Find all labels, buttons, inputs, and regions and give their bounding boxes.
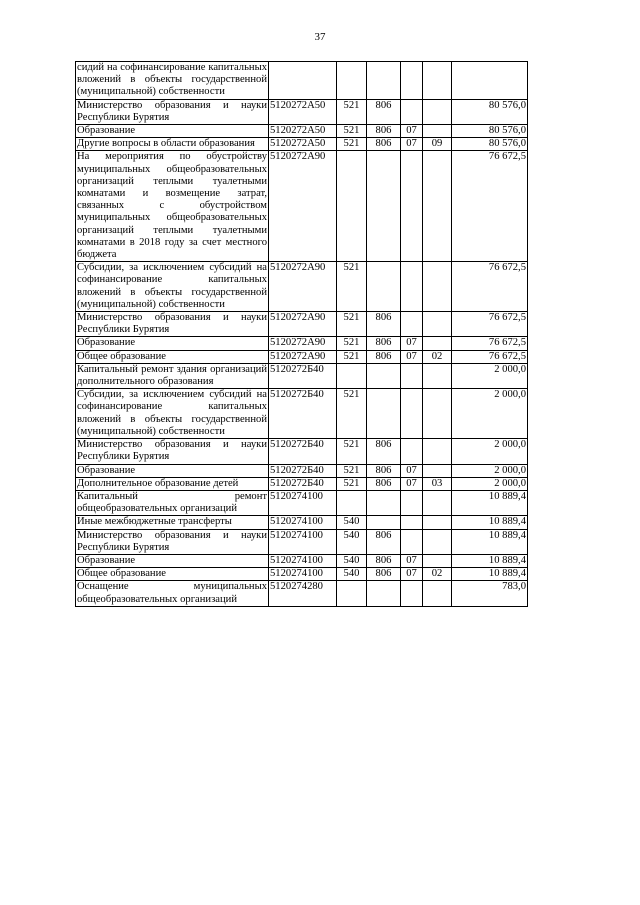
cell-subsection: [423, 439, 452, 464]
cell-target-code: 5120274100: [269, 529, 337, 554]
cell-expense-type: 540: [337, 516, 367, 529]
cell-subsection: [423, 125, 452, 138]
cell-amount: 80 576,0: [452, 99, 528, 124]
cell-ministry-code: 806: [367, 125, 401, 138]
cell-target-code: 5120272А90: [269, 312, 337, 337]
cell-expense-type: 521: [337, 464, 367, 477]
cell-expense-type: 521: [337, 337, 367, 350]
cell-expense-type: [337, 62, 367, 100]
cell-section: [401, 99, 423, 124]
cell-target-code: 5120272Б40: [269, 363, 337, 388]
table-row: [76, 337, 528, 350]
cell-subsection: [423, 389, 452, 439]
cell-ministry-code: 806: [367, 568, 401, 581]
cell-subsection: [423, 529, 452, 554]
cell-name: Общее образование: [76, 350, 269, 363]
cell-section: [401, 62, 423, 100]
table-row: [76, 568, 528, 581]
cell-name: сидий на софинансирование капитальных вложений в объекты государственной (муниципальной) собственности: [77, 62, 267, 98]
cell-amount: 10 889,4: [452, 529, 528, 554]
table-row: [76, 477, 528, 490]
cell-target-code: 5120272Б40: [269, 439, 337, 464]
cell-subsection: [423, 554, 452, 567]
cell-section: [401, 490, 423, 515]
table-row: [76, 363, 528, 388]
cell-ministry-code: [367, 62, 401, 100]
cell-section: [401, 529, 423, 554]
cell-name: Образование: [76, 337, 269, 350]
cell-amount: 2 000,0: [452, 363, 528, 388]
cell-ministry-code: [367, 581, 401, 606]
cell-ministry-code: [367, 151, 401, 262]
table-row: [76, 581, 528, 606]
cell-expense-type: [337, 151, 367, 262]
cell-name: Общее образование: [76, 568, 269, 581]
cell-expense-type: [337, 581, 367, 606]
table-row: [76, 262, 528, 312]
cell-amount: 10 889,4: [452, 516, 528, 529]
cell-subsection: [423, 363, 452, 388]
cell-name: Капитальный ремонт здания организаций дополнительного образования: [77, 363, 267, 388]
cell-ministry-code: 806: [367, 312, 401, 337]
cell-name: На мероприятия по обустройству муниципальных общеобразовательных организаций теплыми туалетными комнатами и возмещение затрат, связанных с обустройством муниципальных общеобразовательных организаций теплыми туалетными комнатами в 2018 году за счет местного бюджета: [77, 151, 267, 261]
cell-target-code: 5120274100: [269, 568, 337, 581]
cell-subsection: [423, 464, 452, 477]
cell-subsection: 03: [423, 477, 452, 490]
cell-expense-type: 521: [337, 312, 367, 337]
cell-expense-type: 521: [337, 350, 367, 363]
cell-section: 07: [401, 337, 423, 350]
cell-expense-type: 540: [337, 529, 367, 554]
cell-amount: 76 672,5: [452, 350, 528, 363]
budget-table: [75, 61, 528, 607]
cell-ministry-code: 806: [367, 337, 401, 350]
table-row: [76, 439, 528, 464]
cell-subsection: [423, 516, 452, 529]
table-row: [76, 138, 528, 151]
table-row: [76, 529, 528, 554]
cell-name: Субсидии, за исключением субсидий на софинансирование капитальных вложений в объекты государственной (муниципальной) собственности: [77, 389, 267, 437]
cell-amount: 10 889,4: [452, 568, 528, 581]
cell-subsection: [423, 581, 452, 606]
cell-ministry-code: 806: [367, 554, 401, 567]
cell-ministry-code: 806: [367, 477, 401, 490]
cell-target-code: 5120272А50: [269, 138, 337, 151]
cell-expense-type: 521: [337, 477, 367, 490]
cell-target-code: 5120272Б40: [269, 477, 337, 490]
cell-name: Министерство образования и науки Республики Бурятия: [77, 529, 267, 553]
cell-section: 07: [401, 350, 423, 363]
cell-subsection: [423, 62, 452, 100]
cell-target-code: 5120274100: [269, 554, 337, 567]
cell-expense-type: [337, 363, 367, 388]
table-row: [76, 389, 528, 439]
table-row: [76, 350, 528, 363]
cell-name: Образование: [76, 464, 269, 477]
cell-name: Министерство образования и науки Республики Бурятия: [77, 99, 267, 123]
cell-target-code: [269, 62, 337, 100]
cell-ministry-code: [367, 363, 401, 388]
cell-amount: 76 672,5: [452, 337, 528, 350]
cell-target-code: 5120272А90: [269, 350, 337, 363]
cell-expense-type: 540: [337, 554, 367, 567]
table-row: [76, 62, 528, 100]
cell-name: Министерство образования и науки Республики Бурятия: [77, 439, 267, 463]
cell-expense-type: 521: [337, 138, 367, 151]
page-number: 37: [314, 31, 326, 43]
cell-section: [401, 312, 423, 337]
cell-section: [401, 516, 423, 529]
cell-subsection: [423, 262, 452, 312]
cell-amount: 80 576,0: [452, 138, 528, 151]
cell-target-code: 5120272Б40: [269, 464, 337, 477]
cell-expense-type: 521: [337, 439, 367, 464]
cell-amount: 76 672,5: [452, 151, 528, 262]
cell-ministry-code: 806: [367, 464, 401, 477]
cell-amount: 2 000,0: [452, 439, 528, 464]
cell-ministry-code: 806: [367, 529, 401, 554]
cell-section: 07: [401, 125, 423, 138]
cell-name: Другие вопросы в области образования: [76, 138, 269, 151]
cell-ministry-code: [367, 389, 401, 439]
cell-ministry-code: 806: [367, 99, 401, 124]
cell-name: Образование: [76, 125, 269, 138]
cell-name: Иные межбюджетные трансферты: [76, 516, 269, 529]
cell-ministry-code: [367, 516, 401, 529]
cell-section: 07: [401, 138, 423, 151]
table-row: [76, 516, 528, 529]
cell-expense-type: 521: [337, 125, 367, 138]
cell-ministry-code: 806: [367, 138, 401, 151]
cell-section: [401, 262, 423, 312]
cell-subsection: [423, 337, 452, 350]
cell-expense-type: 521: [337, 99, 367, 124]
cell-target-code: 5120272А50: [269, 99, 337, 124]
cell-name: Субсидии, за исключением субсидий на софинансирование капитальных вложений в объекты государственной (муниципальной) собственности: [77, 262, 267, 310]
table-row: [76, 312, 528, 337]
cell-section: [401, 151, 423, 262]
cell-target-code: 5120272А50: [269, 125, 337, 138]
cell-expense-type: 540: [337, 568, 367, 581]
cell-name: Капитальный ремонт общеобразовательных организаций: [77, 490, 267, 515]
cell-subsection: [423, 312, 452, 337]
cell-amount: [452, 62, 528, 100]
cell-name: Министерство образования и науки Республики Бурятия: [77, 312, 267, 336]
table-row: [76, 125, 528, 138]
cell-section: 07: [401, 554, 423, 567]
cell-target-code: 5120272Б40: [269, 389, 337, 439]
cell-ministry-code: [367, 262, 401, 312]
cell-expense-type: 521: [337, 389, 367, 439]
cell-section: [401, 439, 423, 464]
table-row: [76, 490, 528, 515]
cell-section: [401, 581, 423, 606]
cell-ministry-code: 806: [367, 350, 401, 363]
table-row: [76, 554, 528, 567]
cell-subsection: 09: [423, 138, 452, 151]
table-row: [76, 99, 528, 124]
cell-section: 07: [401, 464, 423, 477]
cell-target-code: 5120272А90: [269, 337, 337, 350]
cell-subsection: 02: [423, 350, 452, 363]
cell-subsection: 02: [423, 568, 452, 581]
cell-amount: 76 672,5: [452, 262, 528, 312]
cell-expense-type: [337, 490, 367, 515]
cell-name: Оснащение муниципальных общеобразовательных организаций: [77, 581, 267, 605]
cell-target-code: 5120274280: [269, 581, 337, 606]
cell-target-code: 5120274100: [269, 516, 337, 529]
table-row: [76, 464, 528, 477]
cell-section: 07: [401, 477, 423, 490]
cell-amount: 2 000,0: [452, 389, 528, 439]
cell-section: [401, 389, 423, 439]
cell-section: 07: [401, 568, 423, 581]
cell-target-code: 5120272А90: [269, 151, 337, 262]
cell-subsection: [423, 490, 452, 515]
cell-expense-type: 521: [337, 262, 367, 312]
cell-section: [401, 363, 423, 388]
table-body: [76, 62, 528, 607]
cell-amount: 10 889,4: [452, 554, 528, 567]
cell-ministry-code: [367, 490, 401, 515]
cell-ministry-code: 806: [367, 439, 401, 464]
cell-name: Дополнительное образование детей: [76, 477, 269, 490]
cell-target-code: 5120274100: [269, 490, 337, 515]
cell-amount: 76 672,5: [452, 312, 528, 337]
cell-subsection: [423, 151, 452, 262]
cell-amount: 10 889,4: [452, 490, 528, 515]
cell-amount: 2 000,0: [452, 464, 528, 477]
cell-target-code: 5120272А90: [269, 262, 337, 312]
table-row: [76, 151, 528, 262]
cell-amount: 2 000,0: [452, 477, 528, 490]
cell-amount: 783,0: [452, 581, 528, 606]
cell-amount: 80 576,0: [452, 125, 528, 138]
cell-subsection: [423, 99, 452, 124]
cell-name: Образование: [76, 554, 269, 567]
